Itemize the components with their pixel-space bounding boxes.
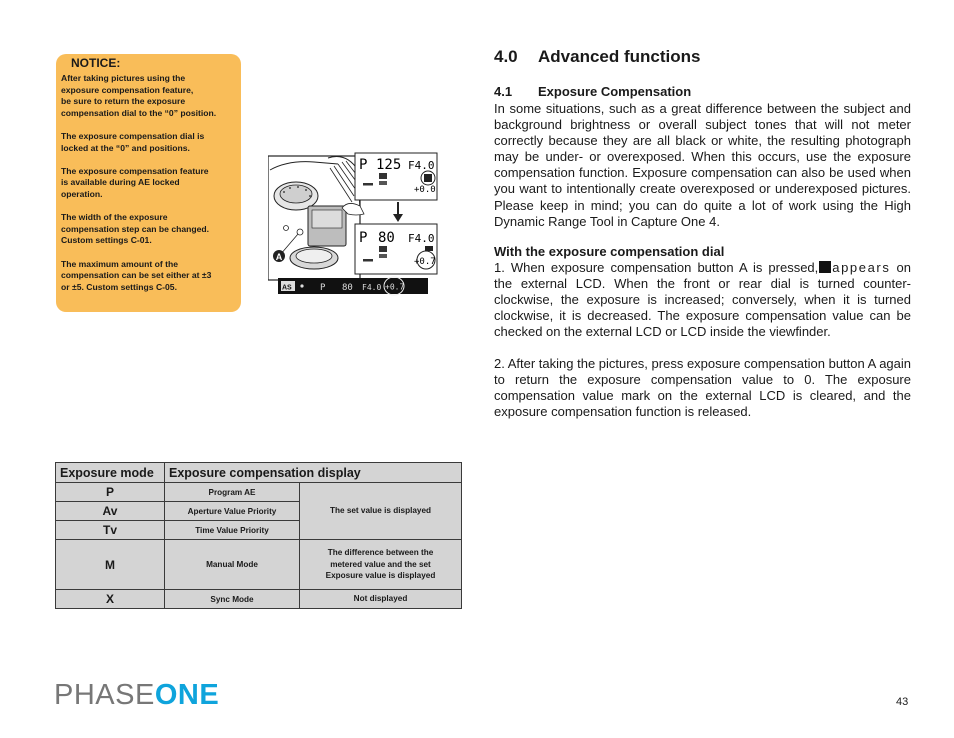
step-1-lead: 1. When exposure compensation button A is pressed, (494, 260, 819, 275)
section-title: Advanced functions (538, 47, 701, 66)
viewfinder-aperture: F4.0 (362, 283, 382, 292)
table-header-mode: Exposure mode (56, 463, 165, 483)
lcd-bottom-aperture: F4.0 (408, 232, 435, 245)
subsection-heading (494, 84, 691, 99)
table-cell-desc: Aperture Value Priority (165, 502, 300, 521)
exposure-compensation-icon (819, 261, 831, 273)
table-header-row (56, 463, 462, 483)
phase-one-logo (54, 680, 219, 710)
notice-paragraph: The exposure compensation feature is available during AE locked operation. (61, 165, 209, 199)
camera-drawing (268, 150, 440, 298)
lcd-top-aperture: F4.0 (408, 159, 435, 172)
lcd-bottom-comp: +0.7 (414, 257, 436, 267)
table-cell-desc: Manual Mode (165, 540, 300, 590)
dial-heading: With the exposure compensation dial (494, 244, 725, 259)
table-cell-mode: X (56, 590, 165, 609)
table-cell-shared-display: The set value is displayed (300, 483, 462, 540)
lcd-bottom-mode: P (359, 230, 368, 246)
notice-paragraph: The width of the exposure compensation step can be changed. Custom settings C-01. (61, 212, 210, 246)
lcd-top-mode: P (359, 157, 368, 173)
notice-paragraph: The exposure compensation dial is locked at the “0” and positions. (61, 130, 205, 153)
table-cell-mode: Av (56, 502, 165, 521)
camera-illustration (268, 150, 440, 298)
table-cell-desc: Sync Mode (165, 590, 300, 609)
viewfinder-mode: P (320, 283, 326, 293)
lcd-top-comp: +0.0 (414, 185, 436, 195)
table-row (56, 540, 462, 590)
table-cell-mode: M (56, 540, 165, 590)
table-cell-desc: Program AE (165, 483, 300, 502)
subsection-title: Exposure Compensation (538, 84, 692, 99)
table-cell-mode: P (56, 483, 165, 502)
lcd-bottom-shutter: 80 (378, 230, 395, 246)
exposure-mode-table (55, 462, 462, 609)
section-number: 4.0 (494, 47, 518, 66)
notice-paragraph: After taking pictures using the exposure compensation feature, be sure to return the exposure compensation dial to the “0” position. (61, 73, 217, 118)
step-1-paragraph (494, 260, 911, 340)
notice-paragraph: The maximum amount of the compensation can be set either at ±3 or ±5. Custom settings C-05. (61, 258, 212, 292)
table-cell-display: The difference between the metered value and the set Exposure value is displayed (300, 540, 462, 590)
notice-title: NOTICE: (71, 56, 121, 70)
step-1-rest: on the external LCD. When the front or rear dial is turned counter-clockwise, the exposure is increased; conversely, when it is turned clockwise, it is decreased. The exposure compensation value can be checked on the external LCD or LCD inside the viewfinder. (494, 260, 911, 340)
lcd-top-shutter: 125 (376, 157, 402, 173)
step-1-appears: appears (832, 260, 891, 275)
table-cell-desc: Time Value Priority (165, 521, 300, 540)
button-a-callout: A (275, 252, 283, 262)
table-row (56, 590, 462, 609)
notice-box (56, 54, 241, 312)
table-cell-display: Not displayed (300, 590, 462, 609)
logo-bold-text: ONE (154, 679, 220, 711)
table-cell-mode: Tv (56, 521, 165, 540)
viewfinder-prefix: AS (282, 284, 292, 292)
table-row (56, 483, 462, 502)
logo-light-text: PHASE (54, 679, 155, 711)
subsection-number: 4.1 (494, 84, 513, 99)
intro-paragraph: In some situations, such as a great difference between the subject and background brightness or overall subject tones that will not meter correctly because they are all black or white, the resulting photograph may be under- or overexposed. When this occurs, use the exposure compensation function. Exposure compensation can also be used when you want to intentionally create overexposed or underexposed pictures. Please keep in mind; you can do quite a lot of work using the High Dynamic Range Tool in Capture One 4. (494, 101, 911, 229)
table-header-display: Exposure compensation display (165, 463, 462, 483)
viewfinder-shutter: 80 (342, 283, 353, 293)
step-2-paragraph: 2. After taking the pictures, press exposure compensation button A again to return the exposure compensation value to 0. The exposure compensation value mark on the external LCD is cleared, and the exposure compensation function is released. (494, 356, 911, 420)
viewfinder-comp: +0.7 (385, 282, 405, 292)
section-heading (494, 47, 700, 67)
page-number: 43 (896, 696, 909, 708)
